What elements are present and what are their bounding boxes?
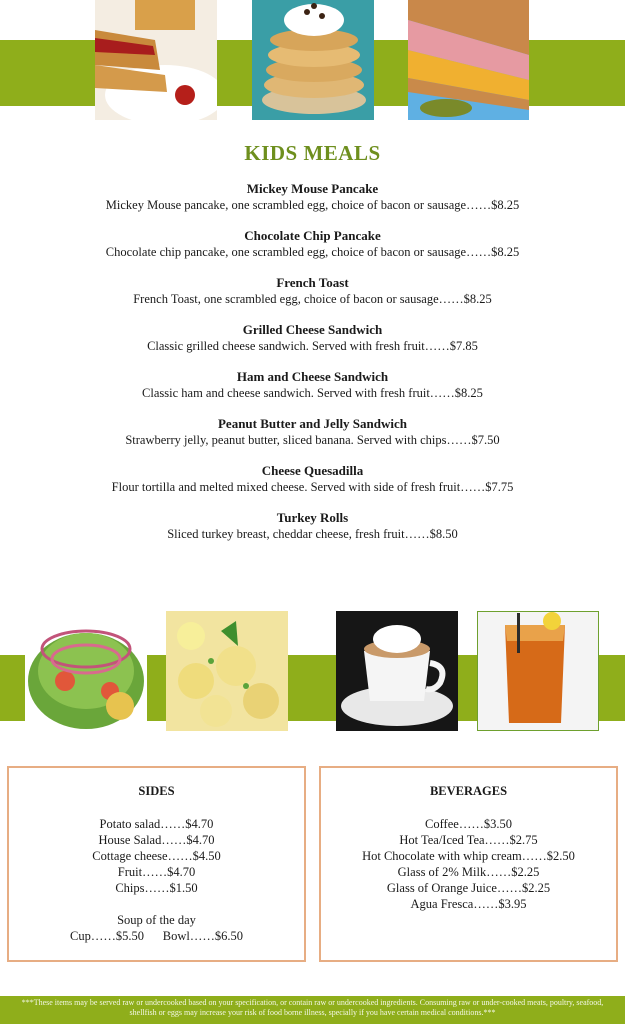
beverages-item: Glass of Orange Juice……$2.25 [386, 881, 551, 895]
sides-item: House Salad……$4.70 [98, 833, 215, 847]
soup-heading: Soup of the day [117, 913, 196, 927]
menu-item-description: Classic ham and cheese sandwich. Served with fresh fruit……$8.25 [142, 386, 483, 400]
menu-item [0, 228, 625, 275]
beverages-heading: BEVERAGES [429, 784, 508, 798]
potato-salad-photo [166, 611, 288, 731]
menu-item [0, 463, 625, 510]
menu-item [0, 369, 625, 416]
menu-item-name: Turkey Rolls [276, 510, 349, 525]
menu-item-name: Cheese Quesadilla [261, 463, 364, 478]
menu-item [0, 322, 625, 369]
menu-item-description: Sliced turkey breast, cheddar cheese, fresh fruit……$8.50 [167, 527, 458, 541]
sides-item: Potato salad……$4.70 [99, 817, 214, 831]
menu-item-name: Ham and Cheese Sandwich [236, 369, 389, 384]
beverages-item: Hot Tea/Iced Tea……$2.75 [399, 833, 538, 847]
beverages-item: Agua Fresca……$3.95 [410, 897, 527, 911]
beverages-box [319, 766, 618, 962]
page-title: KIDS MEALS [244, 141, 381, 165]
menu-item-description: Chocolate chip pancake, one scrambled egg, choice of bacon or sausage……$8.25 [105, 245, 520, 259]
menu-item-description: French Toast, one scrambled egg, choice of bacon or sausage……$8.25 [133, 292, 492, 306]
ham-cheese-sandwich-photo [408, 0, 529, 120]
soup-options: Cup……$5.50 Bowl……$6.50 [70, 929, 243, 943]
footer-disclaimer: ***These items may be served raw or undercooked based on your specification, or contain raw or undercooked ingredients. Consuming raw or under-cooked meats, poultry, seafood, shellfish or eggs may increase your risk of food borne illness, specially if you have certain medical conditions.*** [0, 996, 625, 1024]
menu-item-description: Mickey Mouse pancake, one scrambled egg, choice of bacon or sausage……$8.25 [105, 198, 520, 212]
menu-item [0, 416, 625, 463]
beverages-item: Glass of 2% Milk……$2.25 [397, 865, 540, 879]
grilled-cheese-photo [95, 0, 217, 120]
menu-item-description: Classic grilled cheese sandwich. Served with fresh fruit……$7.85 [147, 339, 478, 353]
menu-item [0, 275, 625, 322]
iced-tea-photo [477, 611, 599, 731]
sides-heading: SIDES [138, 784, 175, 798]
menu-item-name: Mickey Mouse Pancake [246, 181, 379, 196]
house-salad-photo [25, 611, 147, 731]
sides-item: Chips……$1.50 [115, 881, 198, 895]
coffee-cup-photo [336, 611, 458, 731]
menu-item-name: Chocolate Chip Pancake [244, 228, 381, 243]
beverages-item: Hot Chocolate with whip cream……$2.50 [362, 849, 575, 863]
sides-box [7, 766, 306, 962]
menu-item-description: Strawberry jelly, peanut butter, sliced banana. Served with chips……$7.50 [125, 433, 500, 447]
menu-item [0, 181, 625, 228]
pancake-stack-photo [252, 0, 374, 120]
menu-item-name: Peanut Butter and Jelly Sandwich [217, 416, 407, 431]
menu-item-name: French Toast [276, 275, 349, 290]
menu-item [0, 510, 625, 557]
kids-meals-menu [0, 181, 625, 557]
sides-item: Fruit……$4.70 [117, 865, 196, 879]
menu-item-description: Flour tortilla and melted mixed cheese. Served with side of fresh fruit……$7.75 [111, 480, 514, 494]
beverages-item: Coffee……$3.50 [425, 817, 512, 831]
sides-item: Cottage cheese……$4.50 [92, 849, 221, 863]
menu-item-name: Grilled Cheese Sandwich [242, 322, 383, 337]
